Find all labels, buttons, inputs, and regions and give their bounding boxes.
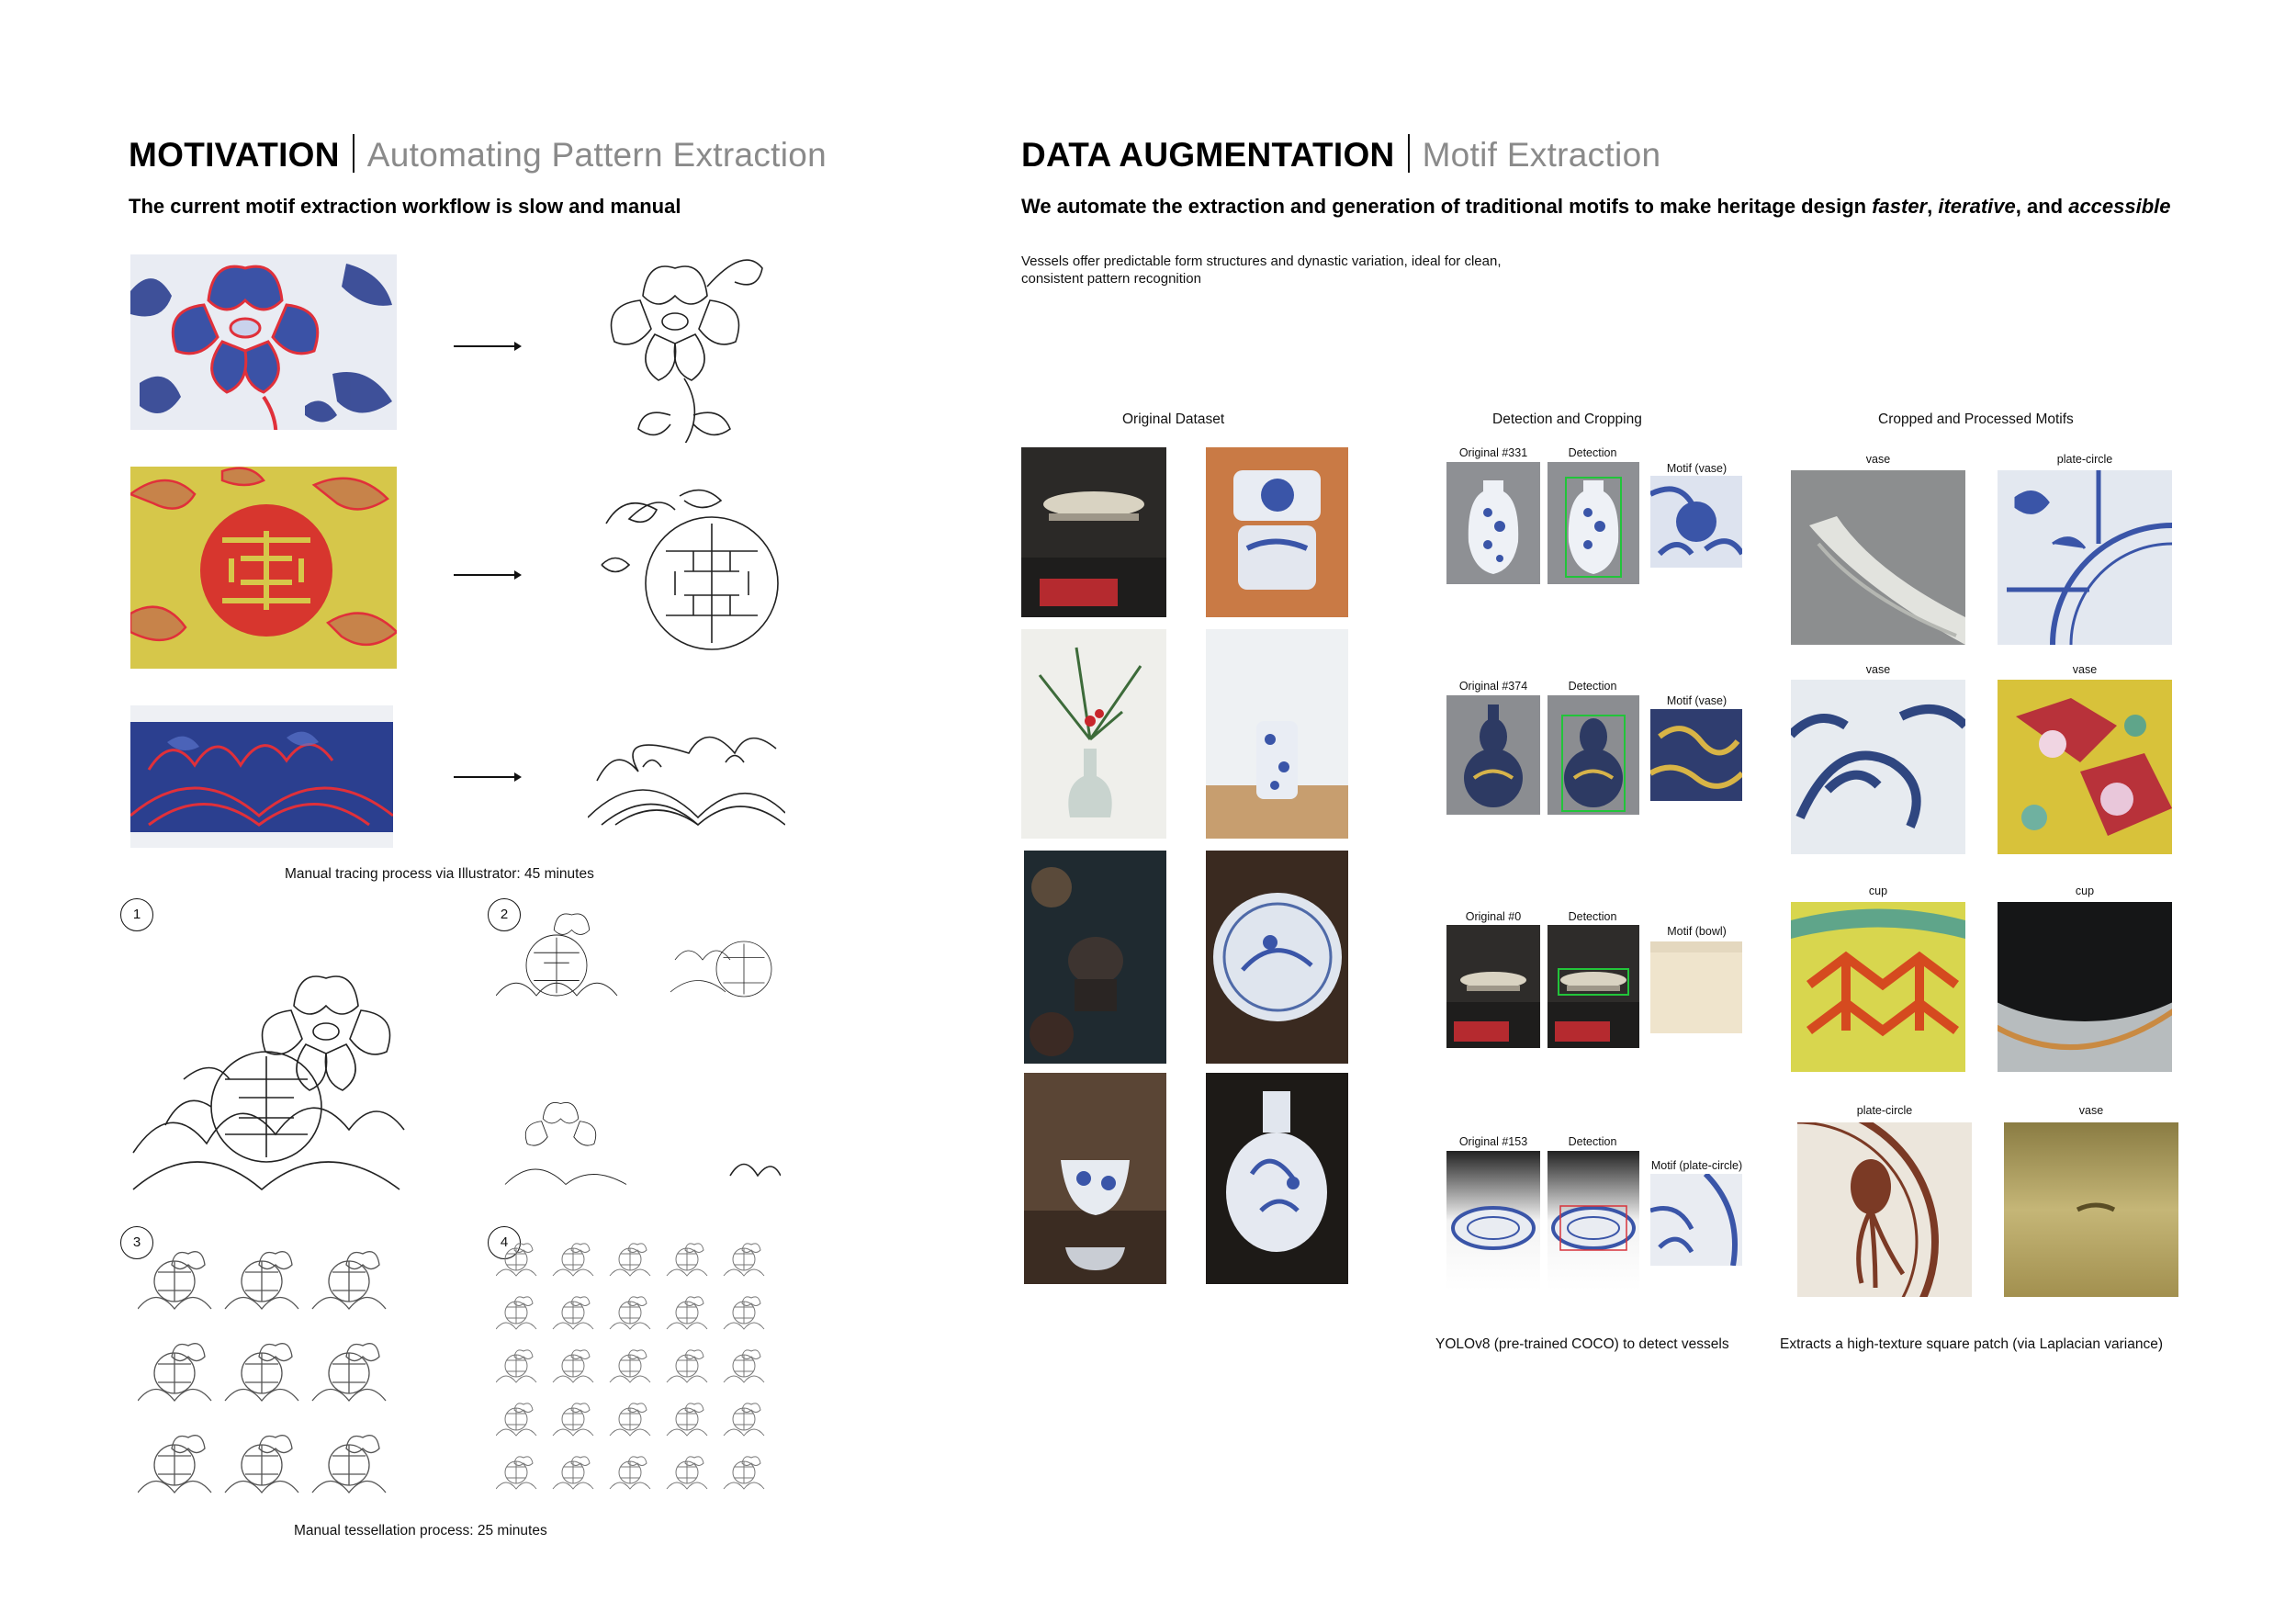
detection-motif-crop — [1650, 941, 1742, 1033]
detection-motif-crop — [1650, 1174, 1742, 1266]
tracing-caption: Manual tracing process via Illustrator: 45 minutes — [285, 866, 594, 882]
detection-original-label: Original #153 — [1458, 1135, 1528, 1148]
original-dataset-header: Original Dataset — [1122, 411, 1225, 427]
detection-label: Detection — [1568, 910, 1617, 923]
dataset-photo — [1024, 851, 1166, 1064]
tessellation-medium-art — [138, 1235, 409, 1506]
detection-header: Detection and Cropping — [1492, 411, 1642, 427]
detection-box-image — [1548, 1151, 1639, 1291]
motif-grid-image — [1791, 470, 1965, 645]
augmentation-lead — [1021, 195, 2171, 219]
heading-divider — [1408, 134, 1410, 173]
augmentation-subtitle: Motif Extraction — [1422, 136, 1661, 174]
motivation-title: MOTIVATION — [129, 136, 340, 174]
lead-text: We automate the extraction and generation of traditional motifs to make heritage design — [1021, 195, 1873, 218]
motif-grid-image — [1998, 470, 2172, 645]
motif-label: Motif (vase) — [1666, 694, 1728, 707]
dataset-photo — [1021, 629, 1166, 839]
detection-original-label: Original #374 — [1458, 680, 1528, 693]
detection-original-image — [1446, 695, 1540, 815]
heading-divider — [353, 134, 355, 173]
detection-label: Detection — [1568, 446, 1617, 459]
motivation-lead: The current motif extraction workflow is slow and manual — [129, 195, 681, 218]
motif-grid-image — [2004, 1122, 2178, 1297]
detection-motif-crop — [1650, 476, 1742, 568]
composite-motif-art — [129, 941, 413, 1199]
dataset-photo — [1206, 851, 1348, 1064]
lead-emphasis-faster: faster — [1872, 195, 1928, 218]
step-3-badge: 3 — [120, 1226, 153, 1259]
motif-label: Motif (plate-circle) — [1650, 1159, 1743, 1172]
tessellation-caption: Manual tessellation process: 25 minutes — [294, 1523, 547, 1538]
motif-grid-image — [1791, 902, 1965, 1072]
arranged-motifs-art — [496, 905, 781, 1194]
motif-grid-image — [1998, 902, 2172, 1072]
detection-original-image — [1446, 462, 1540, 584]
step-2-badge: 2 — [488, 898, 521, 931]
step-4-badge: 4 — [488, 1226, 521, 1259]
arrow-icon — [454, 776, 520, 778]
detection-label: Detection — [1568, 1135, 1617, 1148]
motif-grid-image — [1998, 680, 2172, 854]
motif-grid-label: vase — [2072, 663, 2098, 676]
arrow-icon — [454, 574, 520, 576]
lotus-line-art — [588, 241, 799, 443]
motivation-subtitle: Automating Pattern Extraction — [366, 136, 827, 174]
motif-grid-label: cup — [1868, 885, 1888, 897]
vessel-note: Vessels offer predictable form structures and dynastic variation, ideal for clean, consistent pattern recognition — [1021, 254, 1502, 287]
shou-line-art — [597, 487, 799, 652]
dataset-photo — [1206, 1073, 1348, 1284]
augmentation-heading — [1021, 134, 1660, 175]
dataset-photo — [1024, 1073, 1166, 1284]
motif-grid-image — [1791, 680, 1965, 854]
shou-photo — [130, 467, 397, 669]
arrow-icon — [454, 345, 520, 347]
lead-emphasis-accessible: accessible — [2068, 195, 2171, 218]
detection-original-image — [1446, 1151, 1540, 1291]
motif-grid-label: plate-circle — [1856, 1104, 1913, 1117]
detection-motif-crop — [1650, 709, 1742, 801]
lead-separator: , and — [2015, 195, 2069, 218]
detection-original-label: Original #0 — [1465, 910, 1522, 923]
motif-grid-label: cup — [2075, 885, 2095, 897]
motif-grid-image — [1797, 1122, 1972, 1297]
dataset-photo — [1206, 447, 1348, 617]
motifs-header: Cropped and Processed Motifs — [1878, 411, 2074, 427]
detection-box-image — [1548, 462, 1639, 584]
yolo-caption: YOLOv8 (pre-trained COCO) to detect vessels — [1435, 1336, 1729, 1352]
motif-label: Motif (bowl) — [1667, 925, 1727, 938]
dataset-photo — [1206, 629, 1348, 839]
motif-label: Motif (vase) — [1666, 462, 1728, 475]
motif-grid-label: vase — [1865, 453, 1891, 466]
detection-box-image — [1548, 695, 1639, 815]
detection-original-image — [1446, 925, 1540, 1048]
wave-photo — [130, 705, 393, 848]
detection-original-label: Original #331 — [1458, 446, 1528, 459]
tessellation-dense-art — [496, 1235, 781, 1506]
detection-label: Detection — [1568, 680, 1617, 693]
patch-caption: Extracts a high-texture square patch (via Laplacian variance) — [1780, 1336, 2163, 1352]
step-1-badge: 1 — [120, 898, 153, 931]
augmentation-title: DATA AUGMENTATION — [1021, 136, 1395, 174]
dataset-photo — [1021, 447, 1166, 617]
detection-box-image — [1548, 925, 1639, 1048]
lead-emphasis-iterative: iterative — [1938, 195, 2016, 218]
motif-grid-label: vase — [2078, 1104, 2104, 1117]
motivation-heading — [129, 134, 827, 175]
lotus-photo — [130, 254, 397, 430]
motif-grid-label: vase — [1865, 663, 1891, 676]
motif-grid-label: plate-circle — [2056, 453, 2113, 466]
wave-line-art — [588, 726, 785, 827]
lead-separator: , — [1927, 195, 1939, 218]
